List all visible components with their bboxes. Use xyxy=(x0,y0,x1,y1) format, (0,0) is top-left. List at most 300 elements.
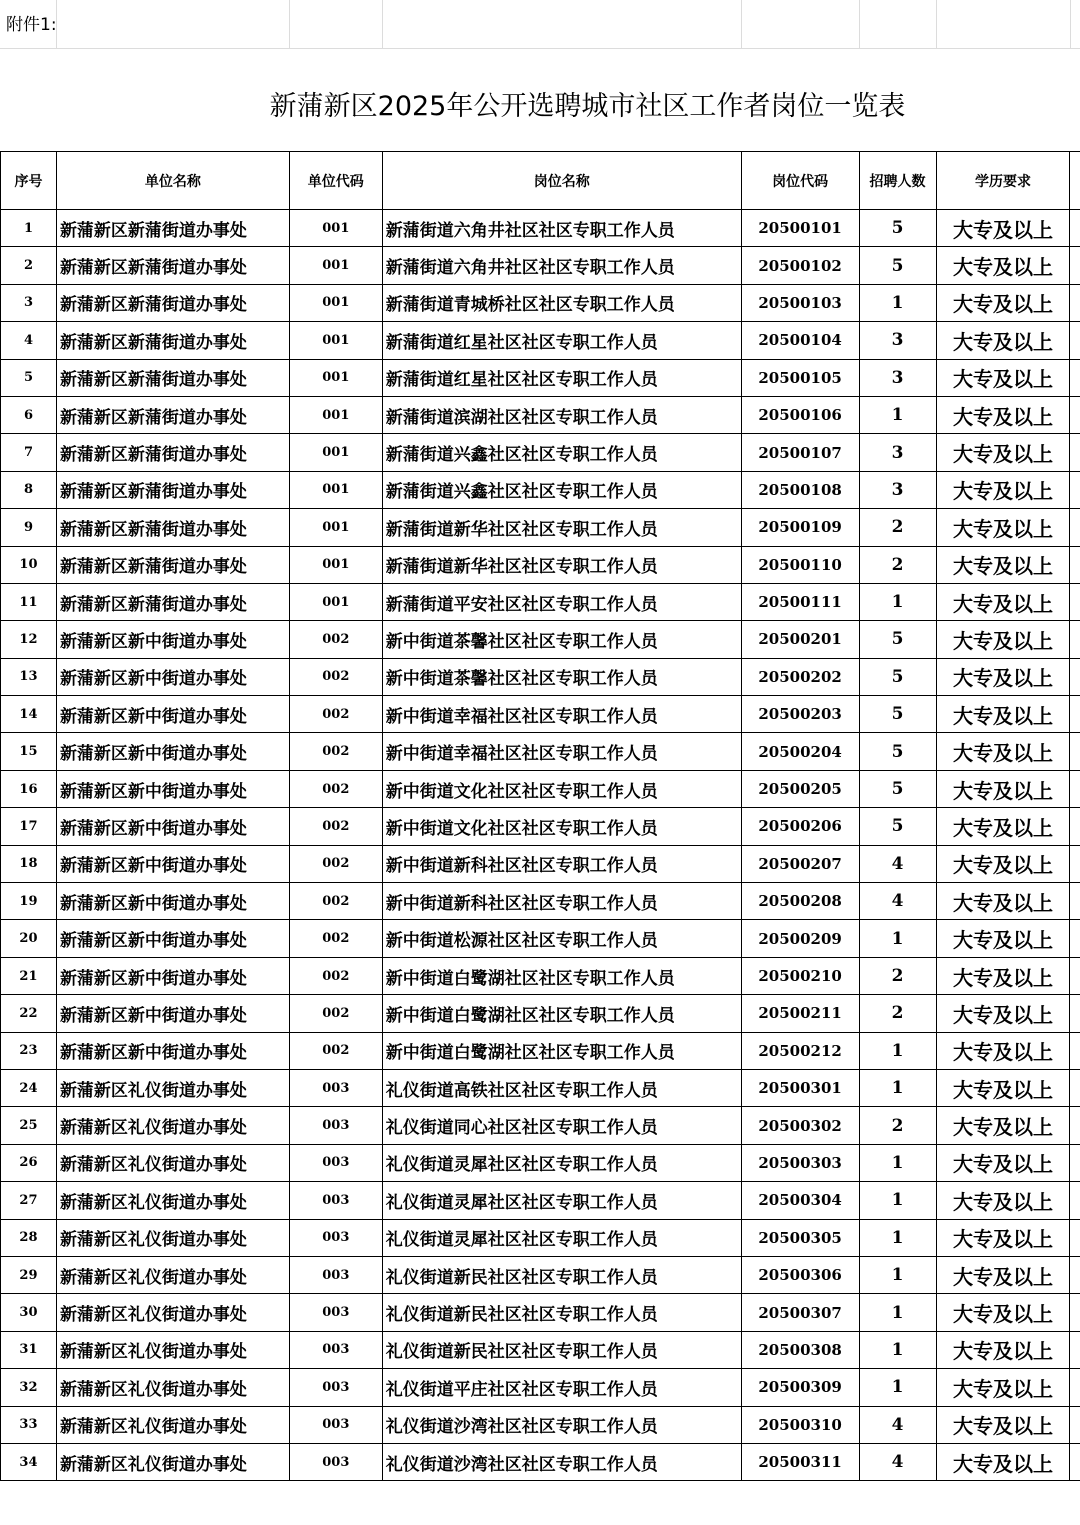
row-post-name: 新蒲街道红星社区社区专职工作人员 xyxy=(382,322,741,359)
row-education: 大专及以上 xyxy=(936,1107,1070,1144)
row-post-code: 20500308 xyxy=(741,1331,859,1368)
row-count: 1 xyxy=(859,284,936,321)
row-count: 1 xyxy=(859,1294,936,1331)
row-truncated-cell xyxy=(1070,247,1080,284)
row-education: 大专及以上 xyxy=(936,1069,1070,1106)
row-post-code: 20500301 xyxy=(741,1069,859,1106)
row-education: 大专及以上 xyxy=(936,808,1070,845)
row-post-name: 礼仪街道新民社区社区专职工作人员 xyxy=(382,1331,741,1368)
row-post-name: 礼仪街道新民社区社区专职工作人员 xyxy=(382,1256,741,1293)
table-row xyxy=(1,696,1080,733)
row-unit-code: 003 xyxy=(289,1331,382,1368)
row-seq: 7 xyxy=(1,434,57,471)
row-post-code: 20500306 xyxy=(741,1256,859,1293)
row-unit-name: 新蒲新区礼仪街道办事处 xyxy=(56,1294,289,1331)
row-unit-name: 新蒲新区新蒲街道办事处 xyxy=(56,396,289,433)
row-unit-name: 新蒲新区礼仪街道办事处 xyxy=(56,1182,289,1219)
row-truncated-cell xyxy=(1070,1032,1080,1069)
table-row xyxy=(1,546,1080,583)
row-unit-code: 001 xyxy=(289,284,382,321)
table-row xyxy=(1,210,1080,247)
row-truncated-cell xyxy=(1070,1219,1080,1256)
header-seq: 序号 xyxy=(1,152,57,210)
row-truncated-cell xyxy=(1070,957,1080,994)
table-row xyxy=(1,583,1080,620)
row-unit-name: 新蒲新区新蒲街道办事处 xyxy=(56,509,289,546)
row-unit-code: 002 xyxy=(289,621,382,658)
row-unit-code: 001 xyxy=(289,583,382,620)
row-education: 大专及以上 xyxy=(936,883,1070,920)
row-education: 大专及以上 xyxy=(936,658,1070,695)
row-post-name: 礼仪街道沙湾社区社区专职工作人员 xyxy=(382,1406,741,1443)
row-unit-name: 新蒲新区新中街道办事处 xyxy=(56,808,289,845)
row-post-name: 新中街道茶馨社区社区专职工作人员 xyxy=(382,621,741,658)
row-seq: 17 xyxy=(1,808,57,845)
row-truncated-cell xyxy=(1070,1294,1080,1331)
row-post-name: 新蒲街道兴鑫社区社区专职工作人员 xyxy=(382,471,741,508)
table-row xyxy=(1,883,1080,920)
row-seq: 30 xyxy=(1,1294,57,1331)
header-truncated-column xyxy=(1070,152,1080,210)
row-seq: 26 xyxy=(1,1144,57,1181)
grid-line xyxy=(0,48,1080,49)
row-post-code: 20500104 xyxy=(741,322,859,359)
row-truncated-cell xyxy=(1070,1406,1080,1443)
row-count: 4 xyxy=(859,1443,936,1480)
table-row xyxy=(1,1369,1080,1406)
row-education: 大专及以上 xyxy=(936,733,1070,770)
row-seq: 24 xyxy=(1,1069,57,1106)
row-post-code: 20500212 xyxy=(741,1032,859,1069)
table-body xyxy=(1,210,1080,1481)
row-seq: 1 xyxy=(1,210,57,247)
row-education: 大专及以上 xyxy=(936,1369,1070,1406)
row-post-code: 20500107 xyxy=(741,434,859,471)
row-education: 大专及以上 xyxy=(936,1294,1070,1331)
row-count: 2 xyxy=(859,546,936,583)
row-post-name: 新中街道新科社区社区专职工作人员 xyxy=(382,845,741,882)
header-unit-name: 单位名称 xyxy=(56,152,289,210)
table-row xyxy=(1,1256,1080,1293)
row-count: 5 xyxy=(859,770,936,807)
row-unit-name: 新蒲新区新蒲街道办事处 xyxy=(56,322,289,359)
row-count: 1 xyxy=(859,583,936,620)
row-unit-name: 新蒲新区新中街道办事处 xyxy=(56,770,289,807)
row-post-code: 20500103 xyxy=(741,284,859,321)
row-post-name: 新蒲街道六角井社区社区专职工作人员 xyxy=(382,247,741,284)
row-unit-name: 新蒲新区新蒲街道办事处 xyxy=(56,434,289,471)
table-row xyxy=(1,621,1080,658)
table-row xyxy=(1,1032,1080,1069)
row-post-code: 20500201 xyxy=(741,621,859,658)
row-education: 大专及以上 xyxy=(936,621,1070,658)
row-truncated-cell xyxy=(1070,621,1080,658)
row-education: 大专及以上 xyxy=(936,434,1070,471)
row-post-code: 20500303 xyxy=(741,1144,859,1181)
row-truncated-cell xyxy=(1070,920,1080,957)
table-row xyxy=(1,1294,1080,1331)
row-unit-name: 新蒲新区礼仪街道办事处 xyxy=(56,1369,289,1406)
row-education: 大专及以上 xyxy=(936,247,1070,284)
row-unit-code: 002 xyxy=(289,845,382,882)
row-unit-name: 新蒲新区新中街道办事处 xyxy=(56,920,289,957)
row-truncated-cell xyxy=(1070,471,1080,508)
row-count: 1 xyxy=(859,1331,936,1368)
row-post-code: 20500105 xyxy=(741,359,859,396)
row-unit-code: 001 xyxy=(289,509,382,546)
row-seq: 14 xyxy=(1,696,57,733)
table-row xyxy=(1,247,1080,284)
row-seq: 15 xyxy=(1,733,57,770)
row-count: 3 xyxy=(859,434,936,471)
row-unit-name: 新蒲新区新蒲街道办事处 xyxy=(56,247,289,284)
table-row xyxy=(1,1331,1080,1368)
row-post-code: 20500202 xyxy=(741,658,859,695)
row-post-code: 20500207 xyxy=(741,845,859,882)
row-seq: 3 xyxy=(1,284,57,321)
row-post-code: 20500211 xyxy=(741,995,859,1032)
row-post-name: 新蒲街道兴鑫社区社区专职工作人员 xyxy=(382,434,741,471)
row-unit-name: 新蒲新区新中街道办事处 xyxy=(56,995,289,1032)
row-truncated-cell xyxy=(1070,546,1080,583)
row-seq: 10 xyxy=(1,546,57,583)
header-education: 学历要求 xyxy=(936,152,1070,210)
row-unit-name: 新蒲新区新蒲街道办事处 xyxy=(56,359,289,396)
row-education: 大专及以上 xyxy=(936,1331,1070,1368)
row-truncated-cell xyxy=(1070,284,1080,321)
row-count: 1 xyxy=(859,1069,936,1106)
row-post-name: 新中街道白鹭湖社区社区专职工作人员 xyxy=(382,995,741,1032)
row-truncated-cell xyxy=(1070,1331,1080,1368)
row-unit-name: 新蒲新区礼仪街道办事处 xyxy=(56,1219,289,1256)
row-truncated-cell xyxy=(1070,1144,1080,1181)
row-seq: 33 xyxy=(1,1406,57,1443)
row-unit-code: 001 xyxy=(289,434,382,471)
row-count: 4 xyxy=(859,1406,936,1443)
row-count: 5 xyxy=(859,658,936,695)
header-count: 招聘人数 xyxy=(859,152,936,210)
row-count: 1 xyxy=(859,396,936,433)
row-truncated-cell xyxy=(1070,583,1080,620)
row-truncated-cell xyxy=(1070,509,1080,546)
row-education: 大专及以上 xyxy=(936,471,1070,508)
row-seq: 21 xyxy=(1,957,57,994)
row-post-name: 新中街道幸福社区社区专职工作人员 xyxy=(382,733,741,770)
grid-line xyxy=(859,0,860,48)
grid-line xyxy=(741,0,742,48)
row-seq: 12 xyxy=(1,621,57,658)
row-education: 大专及以上 xyxy=(936,583,1070,620)
grid-line xyxy=(289,0,290,48)
row-truncated-cell xyxy=(1070,396,1080,433)
row-unit-name: 新蒲新区新中街道办事处 xyxy=(56,883,289,920)
row-count: 5 xyxy=(859,808,936,845)
table-row xyxy=(1,284,1080,321)
row-post-name: 新蒲街道新华社区社区专职工作人员 xyxy=(382,546,741,583)
row-unit-code: 003 xyxy=(289,1182,382,1219)
row-education: 大专及以上 xyxy=(936,1219,1070,1256)
row-truncated-cell xyxy=(1070,1443,1080,1480)
row-truncated-cell xyxy=(1070,696,1080,733)
row-truncated-cell xyxy=(1070,1369,1080,1406)
row-truncated-cell xyxy=(1070,359,1080,396)
row-unit-name: 新蒲新区礼仪街道办事处 xyxy=(56,1443,289,1480)
row-post-name: 新蒲街道新华社区社区专职工作人员 xyxy=(382,509,741,546)
table-row xyxy=(1,359,1080,396)
attachment-label: 附件1: xyxy=(6,15,57,35)
row-education: 大专及以上 xyxy=(936,845,1070,882)
row-unit-name: 新蒲新区新中街道办事处 xyxy=(56,845,289,882)
row-post-name: 新蒲街道六角井社区社区专职工作人员 xyxy=(382,210,741,247)
row-seq: 5 xyxy=(1,359,57,396)
row-count: 3 xyxy=(859,471,936,508)
table-row xyxy=(1,1406,1080,1443)
row-count: 5 xyxy=(859,621,936,658)
row-count: 5 xyxy=(859,733,936,770)
row-post-code: 20500206 xyxy=(741,808,859,845)
row-unit-name: 新蒲新区新蒲街道办事处 xyxy=(56,583,289,620)
row-post-name: 礼仪街道灵犀社区社区专职工作人员 xyxy=(382,1219,741,1256)
table-row xyxy=(1,658,1080,695)
row-unit-name: 新蒲新区新蒲街道办事处 xyxy=(56,546,289,583)
row-unit-name: 新蒲新区新中街道办事处 xyxy=(56,696,289,733)
row-count: 5 xyxy=(859,247,936,284)
row-count: 1 xyxy=(859,1369,936,1406)
row-truncated-cell xyxy=(1070,883,1080,920)
row-unit-name: 新蒲新区新蒲街道办事处 xyxy=(56,284,289,321)
row-count: 5 xyxy=(859,210,936,247)
row-post-code: 20500209 xyxy=(741,920,859,957)
row-truncated-cell xyxy=(1070,322,1080,359)
row-count: 5 xyxy=(859,696,936,733)
row-truncated-cell xyxy=(1070,1069,1080,1106)
row-unit-code: 002 xyxy=(289,957,382,994)
row-post-code: 20500110 xyxy=(741,546,859,583)
table-row xyxy=(1,1182,1080,1219)
table-row xyxy=(1,1069,1080,1106)
table-row xyxy=(1,1144,1080,1181)
row-unit-code: 003 xyxy=(289,1256,382,1293)
row-post-code: 20500205 xyxy=(741,770,859,807)
row-post-name: 新蒲街道青城桥社区社区专职工作人员 xyxy=(382,284,741,321)
row-education: 大专及以上 xyxy=(936,1406,1070,1443)
table-row xyxy=(1,1443,1080,1480)
row-count: 2 xyxy=(859,995,936,1032)
row-post-code: 20500210 xyxy=(741,957,859,994)
row-post-code: 20500102 xyxy=(741,247,859,284)
row-post-code: 20500310 xyxy=(741,1406,859,1443)
row-unit-name: 新蒲新区礼仪街道办事处 xyxy=(56,1256,289,1293)
row-education: 大专及以上 xyxy=(936,1256,1070,1293)
row-post-name: 礼仪街道同心社区社区专职工作人员 xyxy=(382,1107,741,1144)
row-education: 大专及以上 xyxy=(936,509,1070,546)
row-seq: 20 xyxy=(1,920,57,957)
row-count: 1 xyxy=(859,1144,936,1181)
table-row xyxy=(1,733,1080,770)
header-post-code: 岗位代码 xyxy=(741,152,859,210)
row-seq: 32 xyxy=(1,1369,57,1406)
row-unit-code: 003 xyxy=(289,1144,382,1181)
row-education: 大专及以上 xyxy=(936,546,1070,583)
row-unit-code: 001 xyxy=(289,210,382,247)
row-post-code: 20500311 xyxy=(741,1443,859,1480)
row-post-code: 20500203 xyxy=(741,696,859,733)
row-truncated-cell xyxy=(1070,210,1080,247)
row-truncated-cell xyxy=(1070,845,1080,882)
row-unit-name: 新蒲新区新蒲街道办事处 xyxy=(56,210,289,247)
row-unit-code: 003 xyxy=(289,1219,382,1256)
row-seq: 8 xyxy=(1,471,57,508)
row-truncated-cell xyxy=(1070,1107,1080,1144)
row-seq: 18 xyxy=(1,845,57,882)
row-truncated-cell xyxy=(1070,1182,1080,1219)
row-post-name: 新中街道白鹭湖社区社区专职工作人员 xyxy=(382,957,741,994)
row-education: 大专及以上 xyxy=(936,696,1070,733)
row-post-name: 新中街道新科社区社区专职工作人员 xyxy=(382,883,741,920)
row-post-code: 20500106 xyxy=(741,396,859,433)
row-unit-code: 003 xyxy=(289,1294,382,1331)
table-row xyxy=(1,770,1080,807)
table-row xyxy=(1,509,1080,546)
row-unit-name: 新蒲新区新中街道办事处 xyxy=(56,1032,289,1069)
row-post-name: 新中街道茶馨社区社区专职工作人员 xyxy=(382,658,741,695)
row-unit-code: 002 xyxy=(289,808,382,845)
row-education: 大专及以上 xyxy=(936,957,1070,994)
row-education: 大专及以上 xyxy=(936,210,1070,247)
row-seq: 25 xyxy=(1,1107,57,1144)
row-unit-code: 001 xyxy=(289,471,382,508)
row-unit-name: 新蒲新区新中街道办事处 xyxy=(56,733,289,770)
row-education: 大专及以上 xyxy=(936,1144,1070,1181)
row-unit-code: 003 xyxy=(289,1107,382,1144)
row-unit-code: 001 xyxy=(289,247,382,284)
table-row xyxy=(1,808,1080,845)
row-count: 2 xyxy=(859,509,936,546)
row-unit-name: 新蒲新区新蒲街道办事处 xyxy=(56,471,289,508)
table-row xyxy=(1,845,1080,882)
row-unit-name: 新蒲新区新中街道办事处 xyxy=(56,658,289,695)
row-post-code: 20500305 xyxy=(741,1219,859,1256)
row-unit-code: 002 xyxy=(289,770,382,807)
row-post-name: 礼仪街道灵犀社区社区专职工作人员 xyxy=(382,1144,741,1181)
row-post-code: 20500109 xyxy=(741,509,859,546)
row-post-code: 20500204 xyxy=(741,733,859,770)
row-unit-name: 新蒲新区礼仪街道办事处 xyxy=(56,1331,289,1368)
table-row xyxy=(1,434,1080,471)
row-unit-code: 001 xyxy=(289,546,382,583)
row-post-name: 礼仪街道高铁社区社区专职工作人员 xyxy=(382,1069,741,1106)
row-education: 大专及以上 xyxy=(936,1032,1070,1069)
row-seq: 23 xyxy=(1,1032,57,1069)
table-row xyxy=(1,396,1080,433)
row-post-name: 新蒲街道红星社区社区专职工作人员 xyxy=(382,359,741,396)
row-count: 3 xyxy=(859,322,936,359)
row-post-name: 新中街道文化社区社区专职工作人员 xyxy=(382,808,741,845)
row-truncated-cell xyxy=(1070,770,1080,807)
row-unit-name: 新蒲新区新中街道办事处 xyxy=(56,621,289,658)
row-post-name: 新中街道松源社区社区专职工作人员 xyxy=(382,920,741,957)
row-unit-code: 002 xyxy=(289,1032,382,1069)
row-unit-code: 001 xyxy=(289,396,382,433)
row-post-name: 礼仪街道新民社区社区专职工作人员 xyxy=(382,1294,741,1331)
table-row xyxy=(1,920,1080,957)
row-unit-name: 新蒲新区礼仪街道办事处 xyxy=(56,1144,289,1181)
row-post-code: 20500307 xyxy=(741,1294,859,1331)
row-unit-code: 002 xyxy=(289,995,382,1032)
header-row xyxy=(1,152,1080,210)
row-seq: 13 xyxy=(1,658,57,695)
page-title: 新蒲新区2025年公开选聘城市社区工作者岗位一览表 xyxy=(269,91,906,122)
row-post-code: 20500208 xyxy=(741,883,859,920)
row-truncated-cell xyxy=(1070,808,1080,845)
row-post-name: 礼仪街道沙湾社区社区专职工作人员 xyxy=(382,1443,741,1480)
grid-line xyxy=(936,0,937,48)
row-education: 大专及以上 xyxy=(936,920,1070,957)
row-post-code: 20500309 xyxy=(741,1369,859,1406)
row-count: 4 xyxy=(859,883,936,920)
row-seq: 28 xyxy=(1,1219,57,1256)
table-row xyxy=(1,1107,1080,1144)
row-education: 大专及以上 xyxy=(936,359,1070,396)
row-post-name: 新蒲街道平安社区社区专职工作人员 xyxy=(382,583,741,620)
row-unit-code: 002 xyxy=(289,883,382,920)
row-unit-name: 新蒲新区新中街道办事处 xyxy=(56,957,289,994)
row-seq: 4 xyxy=(1,322,57,359)
row-count: 1 xyxy=(859,1182,936,1219)
row-post-code: 20500302 xyxy=(741,1107,859,1144)
row-unit-code: 002 xyxy=(289,920,382,957)
row-count: 2 xyxy=(859,1107,936,1144)
row-unit-code: 003 xyxy=(289,1369,382,1406)
row-count: 3 xyxy=(859,359,936,396)
row-unit-name: 新蒲新区礼仪街道办事处 xyxy=(56,1107,289,1144)
row-unit-code: 001 xyxy=(289,359,382,396)
row-education: 大专及以上 xyxy=(936,284,1070,321)
row-education: 大专及以上 xyxy=(936,1443,1070,1480)
table-row xyxy=(1,957,1080,994)
row-unit-name: 新蒲新区礼仪街道办事处 xyxy=(56,1069,289,1106)
row-count: 2 xyxy=(859,957,936,994)
row-education: 大专及以上 xyxy=(936,396,1070,433)
row-unit-code: 003 xyxy=(289,1443,382,1480)
row-truncated-cell xyxy=(1070,434,1080,471)
row-unit-code: 002 xyxy=(289,696,382,733)
row-post-code: 20500304 xyxy=(741,1182,859,1219)
grid-line xyxy=(1070,0,1071,48)
row-seq: 22 xyxy=(1,995,57,1032)
table-row xyxy=(1,1219,1080,1256)
row-count: 1 xyxy=(859,1256,936,1293)
row-truncated-cell xyxy=(1070,733,1080,770)
row-seq: 34 xyxy=(1,1443,57,1480)
row-seq: 27 xyxy=(1,1182,57,1219)
row-truncated-cell xyxy=(1070,658,1080,695)
row-count: 1 xyxy=(859,1032,936,1069)
row-post-name: 新中街道白鹭湖社区社区专职工作人员 xyxy=(382,1032,741,1069)
row-post-code: 20500101 xyxy=(741,210,859,247)
row-seq: 6 xyxy=(1,396,57,433)
row-truncated-cell xyxy=(1070,995,1080,1032)
row-post-name: 礼仪街道平庄社区社区专职工作人员 xyxy=(382,1369,741,1406)
table-row xyxy=(1,995,1080,1032)
positions-table xyxy=(0,151,1080,1481)
row-seq: 11 xyxy=(1,583,57,620)
row-education: 大专及以上 xyxy=(936,322,1070,359)
header-post-name: 岗位名称 xyxy=(382,152,741,210)
row-seq: 29 xyxy=(1,1256,57,1293)
row-unit-code: 002 xyxy=(289,658,382,695)
row-unit-code: 002 xyxy=(289,733,382,770)
